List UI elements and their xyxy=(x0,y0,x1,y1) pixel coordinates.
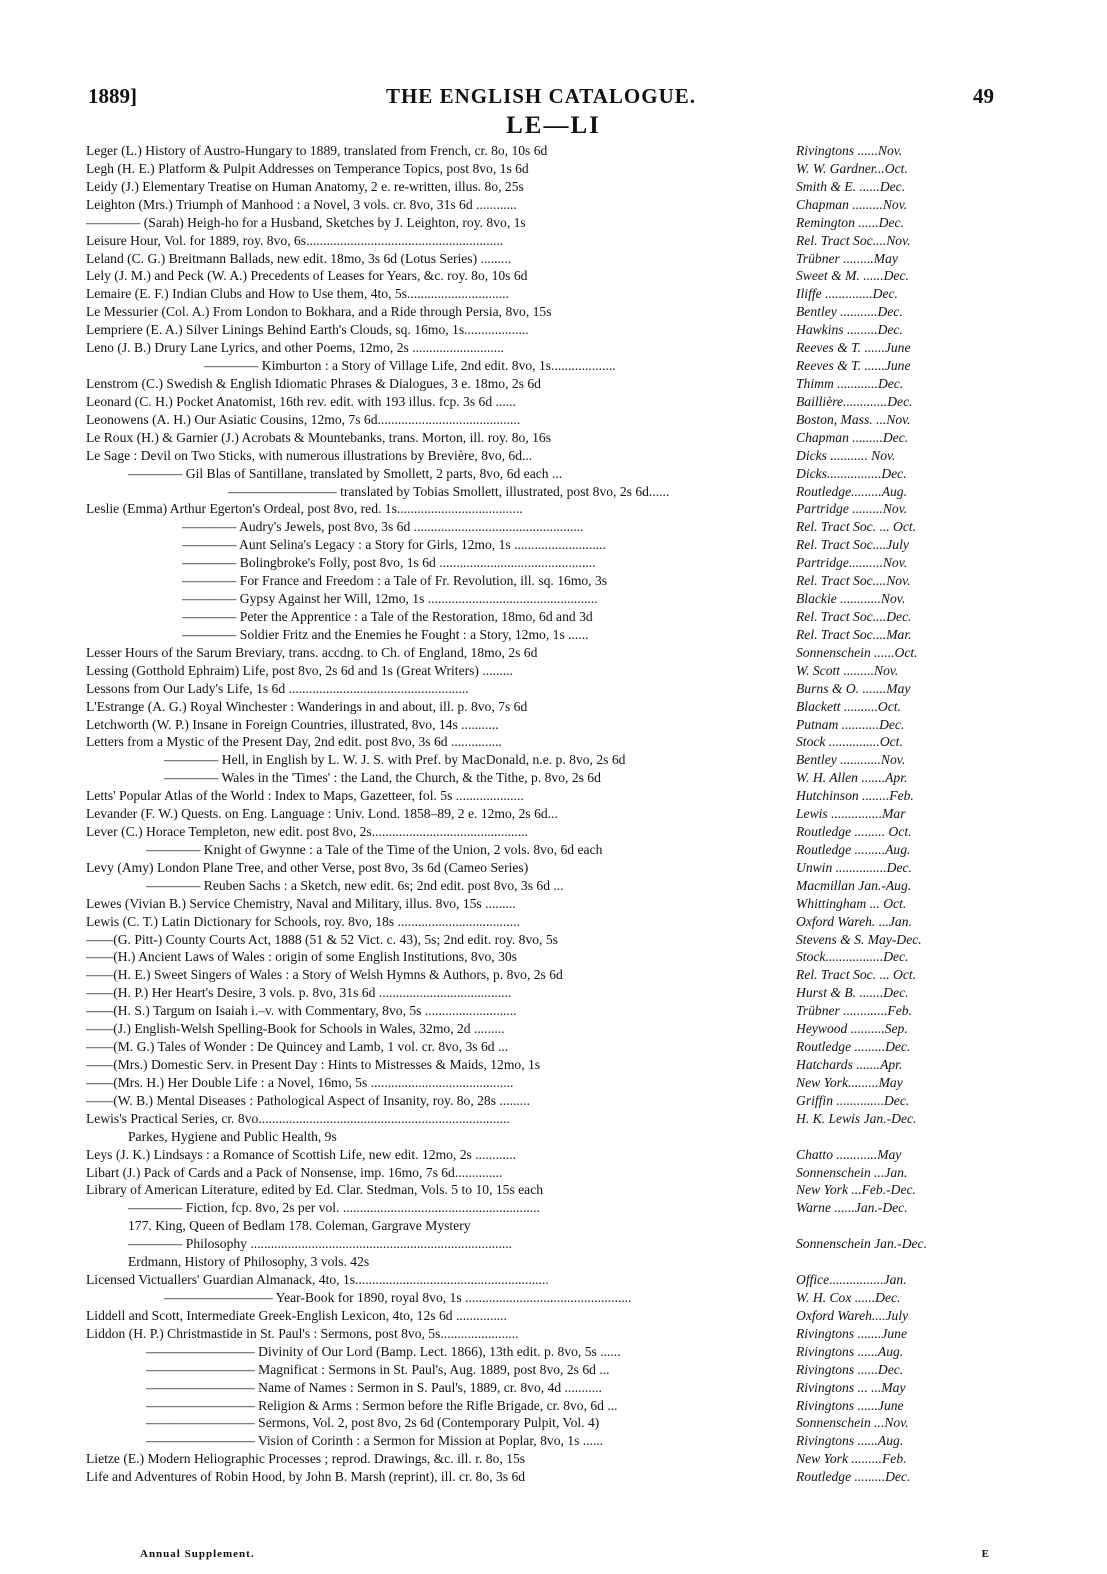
catalogue-entry xyxy=(86,1432,992,1450)
entry-publisher: Chatto ............May xyxy=(796,1146,902,1162)
entry-title: Letchworth (W. P.) Insane in Foreign Countries, illustrated, 8vo, 14s ........... xyxy=(86,716,499,732)
entry-publisher: Routledge .........Aug. xyxy=(796,841,911,857)
entry-publisher: Routledge .........Dec. xyxy=(796,1469,911,1485)
catalogue-entry xyxy=(86,733,992,751)
catalogue-entry xyxy=(86,1074,992,1092)
entry-publisher: Rivingtons ......Aug. xyxy=(796,1433,904,1449)
entry-publisher: Sweet & M. ......Dec. xyxy=(796,268,909,284)
entry-title: ———— Audry's Jewels, post 8vo, 3s 6d .................................................. xyxy=(182,519,584,535)
catalogue-entry xyxy=(86,232,992,250)
entry-title: Lessing (Gotthold Ephraim) Life, post 8vo, 2s 6d and 1s (Great Writers) ......... xyxy=(86,662,513,678)
catalogue-entry xyxy=(86,1092,992,1110)
entry-title: Leslie (Emma) Arthur Egerton's Ordeal, post 8vo, red. 1s..................................... xyxy=(86,501,523,517)
entry-publisher: Rel. Tract Soc....Dec. xyxy=(796,608,912,624)
catalogue-entry xyxy=(86,518,992,536)
entry-publisher: Reeves & T. ......June xyxy=(796,340,911,356)
entry-publisher: Routledge ......... Oct. xyxy=(796,824,912,840)
entry-publisher: H. K. Lewis Jan.-Dec. xyxy=(796,1110,917,1126)
entry-publisher: Heywood ..........Sep. xyxy=(796,1021,908,1037)
catalogue-entry xyxy=(86,948,992,966)
catalogue-entry xyxy=(86,680,992,698)
catalogue-entry xyxy=(86,250,992,268)
catalogue-entry xyxy=(86,769,992,787)
entry-title: Liddell and Scott, Intermediate Greek-English Lexicon, 4to, 12s 6d ............... xyxy=(86,1307,507,1323)
entry-publisher: Reeves & T. ......June xyxy=(796,358,911,374)
catalogue-entry xyxy=(86,1379,992,1397)
catalogue-entry xyxy=(86,303,992,321)
catalogue-entry xyxy=(86,1217,992,1235)
entry-title: Letts' Popular Atlas of the World : Index to Maps, Gazetteer, fol. 5s .................... xyxy=(86,788,524,804)
entry-title: ——(H.) Ancient Laws of Wales : origin of some English Institutions, 8vo, 30s xyxy=(86,949,517,965)
entry-title: Lely (J. M.) and Peck (W. A.) Precedents of Leases for Years, &c. roy. 8o, 10s 6d xyxy=(86,268,528,284)
entry-publisher: Rivingtons ......Nov. xyxy=(796,143,903,158)
catalogue-entry xyxy=(86,877,992,895)
entry-title: ——(G. Pitt-) County Courts Act, 1888 (51 & 52 Vict. c. 43), 5s; 2nd edit. roy. 8vo, 5s xyxy=(86,931,558,947)
entry-title: Le Sage : Devil on Two Sticks, with numerous illustrations by Brevière, 8vo, 6d... xyxy=(86,447,533,463)
catalogue-entry xyxy=(86,536,992,554)
entry-title: ———— Philosophy ............................................................................. xyxy=(128,1236,513,1252)
entry-publisher: Rivingtons ......Aug. xyxy=(796,1343,904,1359)
entry-title: Lesser Hours of the Sarum Breviary, trans. accdng. to Ch. of England, 18mo, 2s 6d xyxy=(86,644,538,660)
entry-title: Libart (J.) Pack of Cards and a Pack of Nonsense, imp. 16mo, 7s 6d.............. xyxy=(86,1164,503,1180)
catalogue-entry xyxy=(86,1020,992,1038)
entry-title: Lessons from Our Lady's Life, 1s 6d ..................................................... xyxy=(86,680,469,696)
entry-publisher: Hutchinson ........Feb. xyxy=(796,788,914,804)
entry-publisher: New York ...Feb.-Dec. xyxy=(796,1182,916,1198)
catalogue-entry xyxy=(86,1325,992,1343)
catalogue-entry xyxy=(86,1199,992,1217)
catalogue-entry xyxy=(86,1271,992,1289)
header-title: THE ENGLISH CATALOGUE. xyxy=(385,84,697,108)
catalogue-entry xyxy=(86,267,992,285)
entry-title: ———————— Name of Names : Sermon in S. Paul's, 1889, cr. 8vo, 4d ........... xyxy=(146,1379,602,1395)
entry-publisher: Thimm ............Dec. xyxy=(796,375,904,391)
entry-title: ——(H. P.) Her Heart's Desire, 3 vols. p. 8vo, 31s 6d ....................................... xyxy=(86,985,512,1001)
entry-publisher: Stock.................Dec. xyxy=(796,949,909,965)
entry-title: Leland (C. G.) Breitmann Ballads, new edit. 18mo, 3s 6d (Lotus Series) ......... xyxy=(86,250,512,266)
entry-publisher: Baillière.............Dec. xyxy=(796,393,913,409)
catalogue-entry xyxy=(86,1468,992,1486)
entry-title: Life and Adventures of Robin Hood, by John B. Marsh (reprint), ill. cr. 8o, 3s 6d xyxy=(86,1469,526,1485)
catalogue-entry xyxy=(86,841,992,859)
catalogue-entry xyxy=(86,644,992,662)
catalogue-entry xyxy=(86,1343,992,1361)
entry-publisher: Routledge.........Aug. xyxy=(796,483,907,499)
entry-title: Leno (J. B.) Drury Lane Lyrics, and other Poems, 12mo, 2s ........................... xyxy=(86,340,504,356)
section-heading: LE—LI xyxy=(506,112,601,139)
catalogue-entry xyxy=(86,142,992,160)
entry-title: L'Estrange (A. G.) Royal Winchester : Wanderings in and about, ill. p. 8vo, 7s 6d xyxy=(86,698,528,714)
entry-title: ———— Knight of Gwynne : a Tale of the Time of the Union, 2 vols. 8vo, 6d each xyxy=(146,841,603,857)
entry-title: Leisure Hour, Vol. for 1889, roy. 8vo, 6s.......................................................... xyxy=(86,232,504,248)
header-year: 1889] xyxy=(88,84,137,108)
catalogue-entry xyxy=(86,447,992,465)
entry-publisher: Hatchards .......Apr. xyxy=(796,1057,903,1073)
entry-title: 177. King, Queen of Bedlam 178. Coleman, Gargrave Mystery xyxy=(128,1218,471,1234)
entry-title: Lewes (Vivian B.) Service Chemistry, Naval and Military, illus. 8vo, 15s ......... xyxy=(86,895,516,911)
catalogue-entry xyxy=(86,375,992,393)
entry-publisher: Partridge..........Nov. xyxy=(796,555,908,571)
entry-publisher: Rel. Tract Soc. ... Oct. xyxy=(796,519,917,535)
catalogue-entry xyxy=(86,321,992,339)
entry-title: Levander (F. W.) Quests. on Eng. Language : Univ. Lond. 1858–89, 2 e. 12mo, 2s 6d... xyxy=(86,806,558,822)
catalogue-entry xyxy=(86,626,992,644)
catalogue-entry xyxy=(86,1038,992,1056)
catalogue-entry xyxy=(86,1002,992,1020)
entry-title: Lietze (E.) Modern Heliographic Processes ; reprod. Drawings, &c. ill. r. 8o, 15s xyxy=(86,1451,526,1467)
catalogue-entry xyxy=(86,214,992,232)
entry-publisher: Rel. Tract Soc....Mar. xyxy=(796,626,912,642)
catalogue-entry xyxy=(86,393,992,411)
entry-publisher: Bentley ............Nov. xyxy=(796,752,906,768)
entry-title: ———— Soldier Fritz and the Enemies he Fought : a Story, 12mo, 1s ...... xyxy=(182,626,589,642)
entry-publisher: Dicks................Dec. xyxy=(796,465,907,481)
entry-title: Licensed Victuallers' Guardian Almanack, 4to, 1s......................................................... xyxy=(86,1272,549,1288)
entry-publisher: Oxford Wareh....July xyxy=(796,1307,909,1323)
entry-title: Leys (J. K.) Lindsays : a Romance of Scottish Life, new edit. 12mo, 2s ............ xyxy=(86,1146,517,1162)
entry-publisher: Hurst & B. .......Dec. xyxy=(796,985,909,1001)
entry-publisher: Warne ......Jan.-Dec. xyxy=(796,1200,908,1216)
entry-title: Leger (L.) History of Austro-Hungary to 1889, translated from French, cr. 8o, 10s 6d xyxy=(86,143,548,158)
entry-title: ——(J.) English-Welsh Spelling-Book for Schools in Wales, 32mo, 2d ......... xyxy=(86,1021,505,1037)
entry-title: ———————— Divinity of Our Lord (Bamp. Lect. 1866), 13th edit. p. 8vo, 5s ...... xyxy=(146,1343,621,1359)
entry-publisher: W. H. Cox ......Dec. xyxy=(796,1290,901,1305)
entry-title: Leidy (J.) Elementary Treatise on Human Anatomy, 2 e. re-written, illus. 8o, 25s xyxy=(86,178,524,194)
entry-publisher: Burns & O. .......May xyxy=(796,680,911,696)
entry-title: ———— For France and Freedom : a Tale of Fr. Revolution, ill. sq. 16mo, 3s xyxy=(182,573,608,589)
catalogue-entry xyxy=(86,196,992,214)
catalogue-entry xyxy=(86,895,992,913)
entry-title: ———————— Magnificat : Sermons in St. Paul's, Aug. 1889, post 8vo, 2s 6d ... xyxy=(146,1361,610,1377)
entry-title: Legh (H. E.) Platform & Pulpit Addresses on Temperance Topics, post 8vo, 1s 6d xyxy=(86,160,529,176)
entry-publisher: W. W. Gardner...Oct. xyxy=(796,160,908,176)
catalogue-entry xyxy=(86,751,992,769)
catalogue-entry xyxy=(86,1164,992,1182)
catalogue-entry xyxy=(86,1253,992,1271)
entry-publisher: Bentley ...........Dec. xyxy=(796,304,903,320)
entry-title: ———— Peter the Apprentice : a Tale of the Restoration, 18mo, 6d and 3d xyxy=(182,608,593,624)
entry-title: Erdmann, History of Philosophy, 3 vols. 42s xyxy=(128,1254,370,1270)
catalogue-entry xyxy=(86,1235,992,1253)
entry-publisher: Whittingham ... Oct. xyxy=(796,895,907,911)
signature-mark: E xyxy=(981,1548,990,1560)
catalogue-entry xyxy=(86,913,992,931)
entry-title: ——(Mrs. H.) Her Double Life : a Novel, 16mo, 5s .......................................... xyxy=(86,1074,514,1090)
catalogue-entry xyxy=(86,411,992,429)
catalogue-entry xyxy=(86,357,992,375)
catalogue-entry xyxy=(86,698,992,716)
catalogue-entry xyxy=(86,1146,992,1164)
catalogue-entry xyxy=(86,429,992,447)
entry-title: Lenstrom (C.) Swedish & English Idiomatic Phrases & Dialogues, 3 e. 18mo, 2s 6d xyxy=(86,375,541,391)
entry-publisher: Lewis ...............Mar xyxy=(796,806,906,822)
catalogue-entry xyxy=(86,931,992,949)
catalogue-entry xyxy=(86,1414,992,1432)
entry-publisher: Partridge .........Nov. xyxy=(796,501,908,517)
catalogue-entries xyxy=(86,142,992,1486)
catalogue-entry xyxy=(86,554,992,572)
entry-publisher: Macmillan Jan.-Aug. xyxy=(796,877,912,893)
entry-title: ———— Gypsy Against her Will, 12mo, 1s .................................................. xyxy=(182,591,598,607)
entry-publisher: Rivingtons .......June xyxy=(796,1325,907,1341)
catalogue-entry xyxy=(86,608,992,626)
entry-title: ———————— translated by Tobias Smollett, illustrated, post 8vo, 2s 6d...... xyxy=(228,483,670,499)
entry-publisher: Remington ......Dec. xyxy=(796,214,904,230)
entry-publisher: Boston, Mass. ...Nov. xyxy=(796,411,911,427)
entry-publisher: Blackie ............Nov. xyxy=(796,591,906,607)
catalogue-entry xyxy=(86,1056,992,1074)
catalogue-entry xyxy=(86,966,992,984)
entry-title: ———— Kimburton : a Story of Village Life, 2nd edit. 8vo, 1s................... xyxy=(204,358,616,374)
entry-publisher: Sonnenschein ...Jan. xyxy=(796,1164,908,1180)
catalogue-entry xyxy=(86,339,992,357)
entry-publisher: Rivingtons ... ...May xyxy=(796,1379,906,1395)
entry-title: Library of American Literature, edited by Ed. Clar. Stedman, Vols. 5 to 10, 15s each xyxy=(86,1182,544,1198)
entry-title: ———— Gil Blas of Santillane, translated by Smollett, 2 parts, 8vo, 6d each ... xyxy=(128,465,563,481)
catalogue-entry xyxy=(86,1289,992,1307)
entry-title: Levy (Amy) London Plane Tree, and other Verse, post 8vo, 3s 6d (Cameo Series) xyxy=(86,859,529,875)
entry-title: Liddon (H. P.) Christmastide in St. Paul's : Sermons, post 8vo, 5s....................... xyxy=(86,1325,519,1341)
catalogue-entry xyxy=(86,1128,992,1146)
entry-publisher: Rivingtons ......Dec. xyxy=(796,1361,904,1377)
catalogue-entry xyxy=(86,285,992,303)
catalogue-entry xyxy=(86,1110,992,1128)
entry-title: ———————— Vision of Corinth : a Sermon for Mission at Poplar, 8vo, 1s ...... xyxy=(146,1433,604,1449)
entry-publisher: Sonnenschein ......Oct. xyxy=(796,644,918,660)
page-header xyxy=(88,84,994,114)
entry-title: Lever (C.) Horace Templeton, new edit. post 8vo, 2s.............................................. xyxy=(86,824,529,840)
entry-publisher: W. Scott .........Nov. xyxy=(796,662,899,678)
catalogue-entry xyxy=(86,483,992,501)
catalogue-entry xyxy=(86,465,992,483)
entry-title: ———————— Religion & Arms : Sermon before the Rifle Brigade, cr. 8vo, 6d ... xyxy=(146,1397,618,1413)
page-number: 49 xyxy=(973,84,994,108)
entry-publisher: Rel. Tract Soc....Nov. xyxy=(796,232,911,248)
catalogue-entry xyxy=(86,572,992,590)
catalogue-entry xyxy=(86,1450,992,1468)
entry-publisher: Trübner .............Feb. xyxy=(796,1003,912,1019)
entry-title: Leonowens (A. H.) Our Asiatic Cousins, 12mo, 7s 6d.......................................... xyxy=(86,411,521,427)
entry-publisher: Smith & E. ......Dec. xyxy=(796,178,906,194)
entry-title: ———— Reuben Sachs : a Sketch, new edit. 6s; 2nd edit. post 8vo, 3s 6d ... xyxy=(146,877,564,893)
entry-title: Letters from a Mystic of the Present Day, 2nd edit. post 8vo, 3s 6d ............... xyxy=(86,734,502,750)
entry-publisher: Trübner .........May xyxy=(796,250,898,266)
catalogue-entry xyxy=(86,1307,992,1325)
catalogue-entry xyxy=(86,590,992,608)
entry-publisher: Griffin ..............Dec. xyxy=(796,1092,910,1108)
entry-title: ———— Aunt Selina's Legacy : a Story for Girls, 12mo, 1s ........................... xyxy=(182,537,606,553)
entry-publisher: Oxford Wareh. ...Jan. xyxy=(796,913,912,929)
entry-title: ———— Hell, in English by L. W. J. S. with Pref. by MacDonald, n.e. p. 8vo, 2s 6d xyxy=(164,752,626,768)
entry-publisher: New York .........Feb. xyxy=(796,1451,907,1467)
entry-publisher: Rel. Tract Soc....July xyxy=(796,537,909,553)
catalogue-entry xyxy=(86,160,992,178)
entry-title: Leonard (C. H.) Pocket Anatomist, 16th rev. edit. with 193 illus. fcp. 3s 6d ...... xyxy=(86,393,516,409)
entry-publisher: Stock ...............Oct. xyxy=(796,734,903,750)
catalogue-entry xyxy=(86,500,992,518)
catalogue-entry xyxy=(86,1361,992,1379)
entry-publisher: Rel. Tract Soc....Nov. xyxy=(796,573,911,589)
entry-title: ———— (Sarah) Heigh-ho for a Husband, Sketches by J. Leighton, roy. 8vo, 1s xyxy=(86,214,526,230)
entry-title: ———— Fiction, fcp. 8vo, 2s per vol. .......................................................... xyxy=(128,1200,540,1216)
entry-publisher: Blackett ..........Oct. xyxy=(796,698,901,714)
catalogue-entry xyxy=(86,823,992,841)
entry-publisher: Chapman .........Dec. xyxy=(796,429,909,445)
entry-publisher: Rel. Tract Soc. ... Oct. xyxy=(796,967,917,983)
entry-title: ———— Wales in the 'Times' : the Land, the Church, & the Tithe, p. 8vo, 2s 6d xyxy=(164,770,601,786)
catalogue-entry xyxy=(86,984,992,1002)
entry-publisher: Sonnenschein ...Nov. xyxy=(796,1415,909,1431)
entry-title: Leighton (Mrs.) Triumph of Manhood : a Novel, 3 vols. cr. 8vo, 31s 6d ............ xyxy=(86,196,517,212)
entry-title: Lewis's Practical Series, cr. 8vo.......................................................................... xyxy=(86,1110,510,1126)
entry-title: ——(H. E.) Sweet Singers of Wales : a Story of Welsh Hymns & Authors, p. 8vo, 2s 6d xyxy=(86,967,563,983)
entry-publisher: Office................Jan. xyxy=(796,1272,907,1288)
entry-title: ——(M. G.) Tales of Wonder : De Quincey and Lamb, 1 vol. cr. 8vo, 3s 6d ... xyxy=(86,1039,509,1055)
entry-title: ——(W. B.) Mental Diseases : Pathological Aspect of Insanity, roy. 8o, 28s ......... xyxy=(86,1092,530,1108)
catalogue-entry xyxy=(86,787,992,805)
catalogue-entry xyxy=(86,859,992,877)
entry-publisher: Sonnenschein Jan.-Dec. xyxy=(796,1236,927,1252)
entry-title: Le Roux (H.) & Garnier (J.) Acrobats & Mountebanks, trans. Morton, ill. roy. 8o, 16s xyxy=(86,429,552,445)
entry-publisher: Unwin ...............Dec. xyxy=(796,859,912,875)
entry-publisher: Hawkins .........Dec. xyxy=(796,322,903,338)
entry-title: ———— Bolingbroke's Folly, post 8vo, 1s 6d .............................................. xyxy=(182,555,596,571)
entry-title: Le Messurier (Col. A.) From London to Bokhara, and a Ride through Persia, 8vo, 15s xyxy=(86,304,552,320)
entry-title: ———————— Sermons, Vol. 2, post 8vo, 2s 6d (Contemporary Pulpit, Vol. 4) xyxy=(146,1415,600,1431)
entry-publisher: Iliffe ..............Dec. xyxy=(796,286,898,302)
entry-title: Lempriere (E. A.) Silver Linings Behind Earth's Clouds, sq. 16mo, 1s................... xyxy=(86,322,529,338)
entry-publisher: Rivingtons ......June xyxy=(796,1397,904,1413)
entry-publisher: Routledge .........Dec. xyxy=(796,1039,911,1055)
catalogue-entry xyxy=(86,662,992,680)
entry-title: Lewis (C. T.) Latin Dictionary for Schools, roy. 8vo, 18s .................................... xyxy=(86,913,520,929)
entry-publisher: Dicks ........... Nov. xyxy=(796,447,896,463)
entry-title: Lemaire (E. F.) Indian Clubs and How to Use them, 4to, 5s.............................. xyxy=(86,286,509,302)
entry-title: Parkes, Hygiene and Public Health, 9s xyxy=(128,1128,337,1144)
entry-publisher: W. H. Allen .......Apr. xyxy=(796,770,908,786)
entry-title: ———————— Year-Book for 1890, royal 8vo, 1s ................................................. xyxy=(164,1290,632,1305)
entry-title: ——(H. S.) Targum on Isaiah i.–v. with Commentary, 8vo, 5s ........................... xyxy=(86,1003,517,1019)
entry-publisher: Stevens & S. May-Dec. xyxy=(796,931,922,947)
entry-publisher: Chapman .........Nov. xyxy=(796,196,908,212)
catalogue-entry xyxy=(86,716,992,734)
entry-publisher: Putnam ...........Dec. xyxy=(796,716,905,732)
footer-label: Annual Supplement. xyxy=(140,1548,255,1560)
catalogue-entry xyxy=(86,178,992,196)
catalogue-entry xyxy=(86,1397,992,1415)
entry-publisher: New York.........May xyxy=(796,1074,903,1090)
catalogue-entry xyxy=(86,1181,992,1199)
entry-title: ——(Mrs.) Domestic Serv. in Present Day : Hints to Mistresses & Maids, 12mo, 1s xyxy=(86,1057,541,1073)
catalogue-entry xyxy=(86,805,992,823)
